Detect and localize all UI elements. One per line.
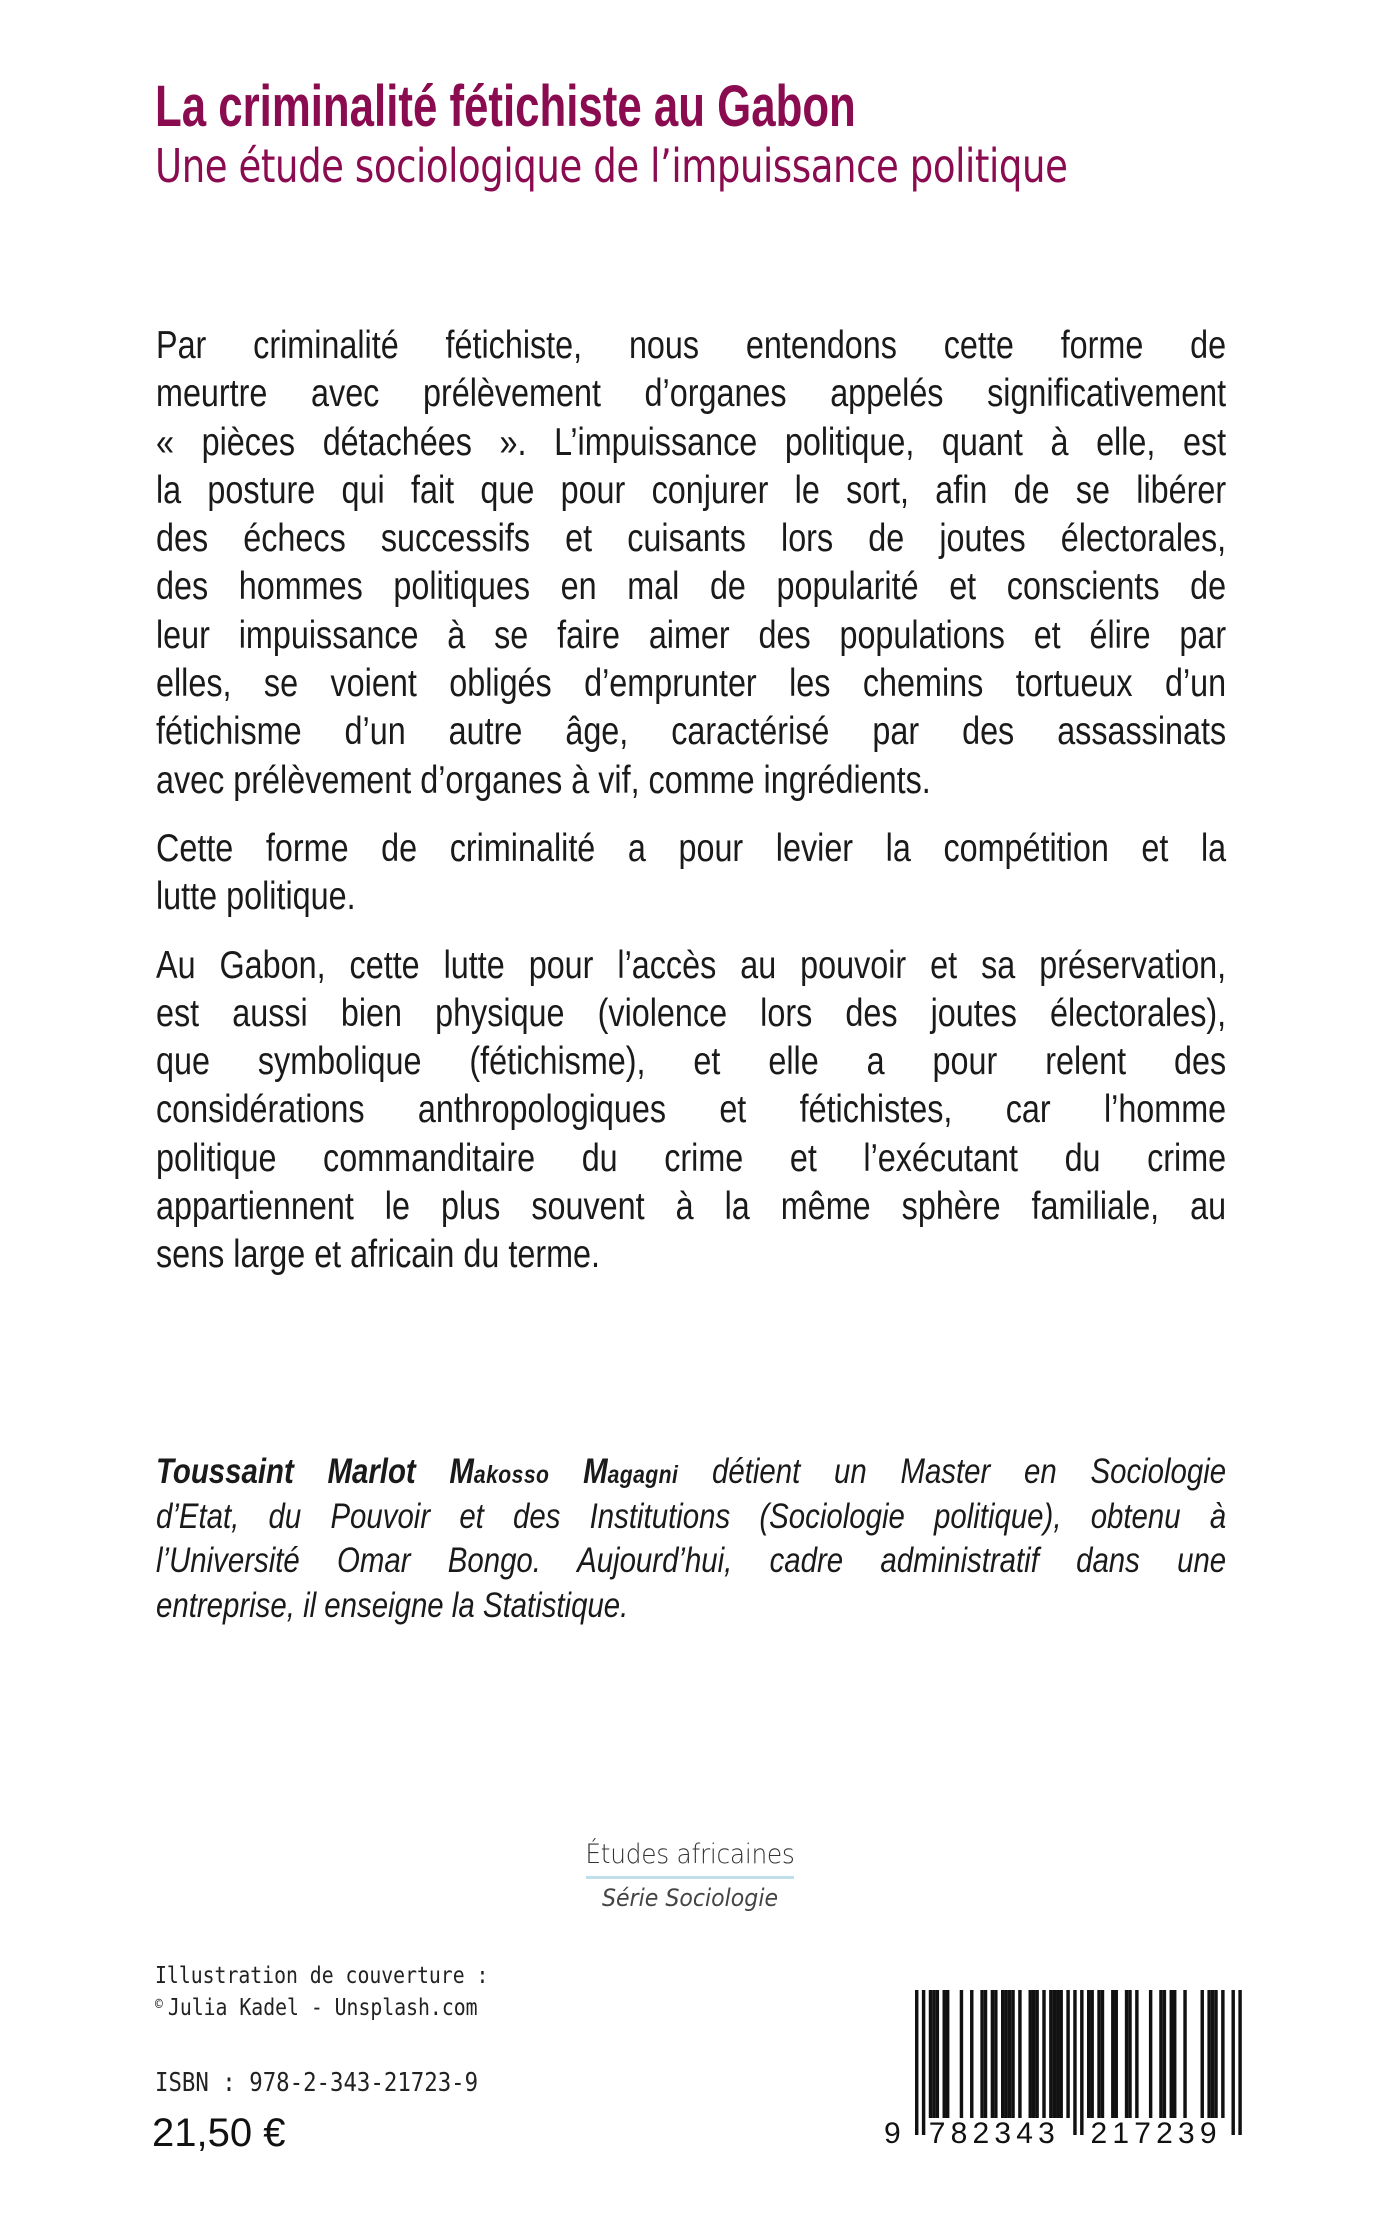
author-first-names: Toussaint Marlot [156,1452,450,1491]
text-line: elles, se voient obligés d’emprunter les chemins tortueux d’un [156,662,1227,706]
bio-line: d’Etat, du Pouvoir et des Institutions (Sociologie politique), obtenu à [156,1496,1227,1536]
author-surname-smallcaps: akosso [473,1461,550,1489]
credit-name: Julia Kadel - Unsplash.com [167,1995,478,2021]
series-logo [560,1838,820,1913]
book-subtitle: Une étude sociologique de l’impuissance politique [155,139,1068,193]
text-line: « pièces détachées ». L’impuissance politique, quant à elle, est [156,420,1227,464]
credit-label: Illustration de couverture : [155,1963,489,1989]
author-name [156,1452,678,1491]
svg-text:217239: 217239 [1090,2117,1222,2150]
barcode-icon [880,1985,1260,2155]
sub-series-name: Série Sociologie [601,1884,779,1912]
text-line: fétichisme d’un autre âge, caractérisé par des assassinats [156,710,1227,754]
author-surname-initial: M [449,1452,474,1491]
summary-paragraph-3 [156,942,1226,1280]
collection-name: Études africaines [585,1839,795,1870]
author-surname-initial: M [583,1452,608,1491]
text-line: des échecs successifs et cuisants lors de joutes électorales, [156,517,1227,561]
text-line: lutte politique. [156,875,356,919]
book-title: La criminalité fétichiste au Gabon [155,74,856,139]
cover-illustration-credit [155,1962,488,2022]
back-cover-summary [156,322,1226,1300]
author-bio [156,1450,1226,1628]
isbn-number: ISBN : 978-2-343-21723-9 [155,2068,479,2098]
text-line: Par criminalité fétichiste, nous entendons cette forme de [156,324,1227,367]
text-line: des hommes politiques en mal de popularité et conscients de [156,565,1227,609]
summary-paragraph-1 [156,322,1226,805]
text-line: considérations anthropologiques et fétichistes, car l’homme [156,1088,1227,1132]
text-line: que symbolique (fétichisme), et elle a pour relent des [156,1040,1227,1084]
price: 21,50 € [152,2111,286,2155]
text-line: meurtre avec prélèvement d’organes appelés significativement [156,372,1227,416]
svg-text:782343: 782343 [928,2117,1061,2150]
svg-text:9: 9 [884,2117,901,2150]
text-line: leur impuissance à se faire aimer des populations et élire par [156,613,1227,657]
text-line: politique commanditaire du crime et l’exécutant du crime [156,1136,1227,1180]
text-line: Au Gabon, cette lutte pour l’accès au pouvoir et sa préservation, [156,943,1227,987]
author-surname-smallcaps: agagni [607,1461,679,1489]
bio-line: entreprise, il enseigne la Statistique. [156,1585,629,1625]
summary-paragraph-2 [156,825,1226,922]
text-line: appartiennent le plus souvent à la même sphère familiale, au [156,1185,1227,1229]
text-line: avec prélèvement d’organes à vif, comme ingrédients. [156,758,931,802]
series-divider [586,1876,794,1879]
ean13-barcode [880,1985,1260,2155]
text-line: sens large et africain du terme. [156,1233,601,1277]
text-line: est aussi bien physique (violence lors des joutes électorales), [156,991,1227,1035]
credit-line [155,1990,488,2022]
bio-line: l’Université Omar Bongo. Aujourd’hui, cadre administratif dans une [156,1541,1227,1580]
text-line: Cette forme de criminalité a pour levier la compétition et la [156,826,1227,870]
bio-text: détient un Master en Sociologie [678,1452,1227,1491]
bio-line [156,1450,1226,1495]
copyright-icon: © [155,1995,163,2013]
text-line: la posture qui fait que pour conjurer le sort, afin de se libérer [156,468,1227,512]
